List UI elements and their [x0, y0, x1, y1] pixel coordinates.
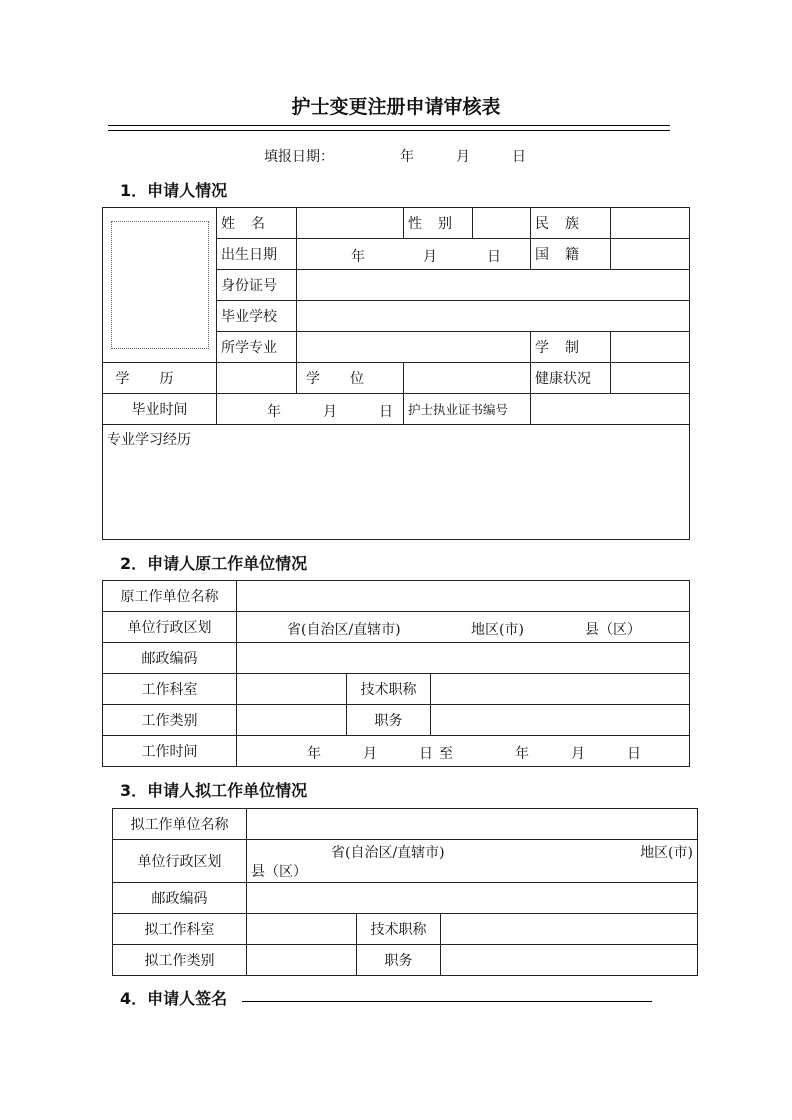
- graduation-time-field[interactable]: [217, 394, 404, 425]
- proposed-department-field[interactable]: [247, 914, 357, 945]
- label-original-unit-name: 原工作单位名称: [103, 581, 237, 612]
- original-prefecture-label: 地区(市): [471, 621, 524, 638]
- work-to-label: 至: [439, 745, 453, 762]
- grad-day-label: 日: [379, 403, 393, 420]
- label-proposed-tech-title: 技术职称: [357, 914, 441, 945]
- birth-year-label: 年: [351, 248, 365, 265]
- proposed-tech-title-field[interactable]: [441, 914, 698, 945]
- label-original-tech-title: 技术职称: [347, 674, 431, 705]
- label-proposed-admin-region: 单位行政区划: [113, 840, 247, 883]
- label-original-admin-region: 单位行政区划: [103, 612, 237, 643]
- study-experience-field[interactable]: [103, 425, 690, 540]
- section-3-heading: 3．申请人拟工作单位情况: [120, 781, 308, 800]
- label-study-experience: 专业学习经历: [107, 432, 191, 448]
- ethnicity-field[interactable]: [611, 208, 690, 239]
- label-original-postal-code: 邮政编码: [103, 643, 237, 674]
- proposed-work-type-field[interactable]: [247, 945, 357, 976]
- nationality-field[interactable]: [611, 239, 690, 270]
- page-title: 护士变更注册申请审核表: [291, 96, 501, 118]
- label-ethnicity: 民族: [531, 208, 611, 239]
- original-work-time-field[interactable]: [237, 736, 690, 767]
- label-name: 姓名: [217, 208, 297, 239]
- work-to-day-label: 日: [627, 745, 641, 762]
- label-health-status: 健康状况: [531, 363, 611, 394]
- work-from-year-label: 年: [307, 745, 321, 762]
- fill-date-day: 日: [512, 149, 526, 165]
- label-nationality: 国籍: [531, 239, 611, 270]
- name-field[interactable]: [297, 208, 404, 239]
- nurse-license-number-field[interactable]: [531, 394, 690, 425]
- proposed-unit-name-field[interactable]: [247, 809, 698, 840]
- health-status-field[interactable]: [611, 363, 690, 394]
- proposed-province-label: 省(自治区/直辖市): [331, 845, 445, 861]
- original-unit-name-field[interactable]: [237, 581, 690, 612]
- applicant-table: [102, 207, 690, 540]
- graduate-school-field[interactable]: [297, 301, 690, 332]
- label-degree: 学位: [297, 363, 404, 394]
- grad-year-label: 年: [267, 403, 281, 420]
- fill-date-month: 月: [456, 149, 470, 165]
- original-unit-table: [102, 580, 690, 767]
- original-admin-region-field[interactable]: [237, 612, 690, 643]
- label-original-position: 职务: [347, 705, 431, 736]
- proposed-county-label: 县（区）: [251, 864, 307, 880]
- original-work-type-field[interactable]: [237, 705, 347, 736]
- birth-day-label: 日: [487, 248, 501, 265]
- original-department-field[interactable]: [237, 674, 347, 705]
- label-gender: 性别: [404, 208, 473, 239]
- proposed-prefecture-label: 地区(市): [640, 845, 693, 861]
- fill-date-year: 年: [400, 149, 414, 165]
- section-2-heading: 2．申请人原工作单位情况: [120, 554, 308, 573]
- label-proposed-department: 拟工作科室: [113, 914, 247, 945]
- label-proposed-unit-name: 拟工作单位名称: [113, 809, 247, 840]
- work-from-month-label: 月: [363, 745, 377, 762]
- label-nurse-license-number: 护士执业证书编号: [404, 394, 531, 425]
- label-proposed-work-type: 拟工作类别: [113, 945, 247, 976]
- original-tech-title-field[interactable]: [431, 674, 690, 705]
- birth-month-label: 月: [423, 248, 437, 265]
- label-schooling-length: 学制: [531, 332, 611, 363]
- original-postal-code-field[interactable]: [237, 643, 690, 674]
- photo-area[interactable]: [103, 208, 217, 363]
- original-province-label: 省(自治区/直辖市): [287, 621, 401, 638]
- label-proposed-postal-code: 邮政编码: [113, 883, 247, 914]
- label-original-department: 工作科室: [103, 674, 237, 705]
- original-county-label: 县（区）: [585, 621, 641, 638]
- label-birth-date: 出生日期: [217, 239, 297, 270]
- work-to-month-label: 月: [571, 745, 585, 762]
- major-field[interactable]: [297, 332, 531, 363]
- label-major: 所学专业: [217, 332, 297, 363]
- id-number-field[interactable]: [297, 270, 690, 301]
- proposed-postal-code-field[interactable]: [247, 883, 698, 914]
- label-proposed-position: 职务: [357, 945, 441, 976]
- work-from-day-label: 日: [419, 745, 433, 762]
- label-id-number: 身份证号: [217, 270, 297, 301]
- signature-line[interactable]: [242, 1001, 652, 1002]
- original-position-field[interactable]: [431, 705, 690, 736]
- label-original-work-type: 工作类别: [103, 705, 237, 736]
- label-graduate-school: 毕业学校: [217, 301, 297, 332]
- proposed-unit-table: [112, 808, 698, 976]
- degree-field[interactable]: [404, 363, 531, 394]
- proposed-admin-region-field[interactable]: [247, 840, 698, 883]
- photo-placeholder: [111, 221, 209, 349]
- label-education: 学历: [103, 363, 217, 394]
- proposed-position-field[interactable]: [441, 945, 698, 976]
- gender-field[interactable]: [473, 208, 531, 239]
- label-original-work-time: 工作时间: [103, 736, 237, 767]
- education-field[interactable]: [217, 363, 297, 394]
- fill-date-label: 填报日期：: [264, 149, 334, 165]
- schooling-length-field[interactable]: [611, 332, 690, 363]
- section-4-heading: 4．申请人签名: [120, 989, 228, 1008]
- section-1-heading: 1．申请人情况: [120, 181, 228, 200]
- birth-date-field[interactable]: [297, 239, 531, 270]
- title-double-rule: [108, 125, 670, 131]
- work-to-year-label: 年: [515, 745, 529, 762]
- grad-month-label: 月: [323, 403, 337, 420]
- label-graduation-time: 毕业时间: [103, 394, 217, 425]
